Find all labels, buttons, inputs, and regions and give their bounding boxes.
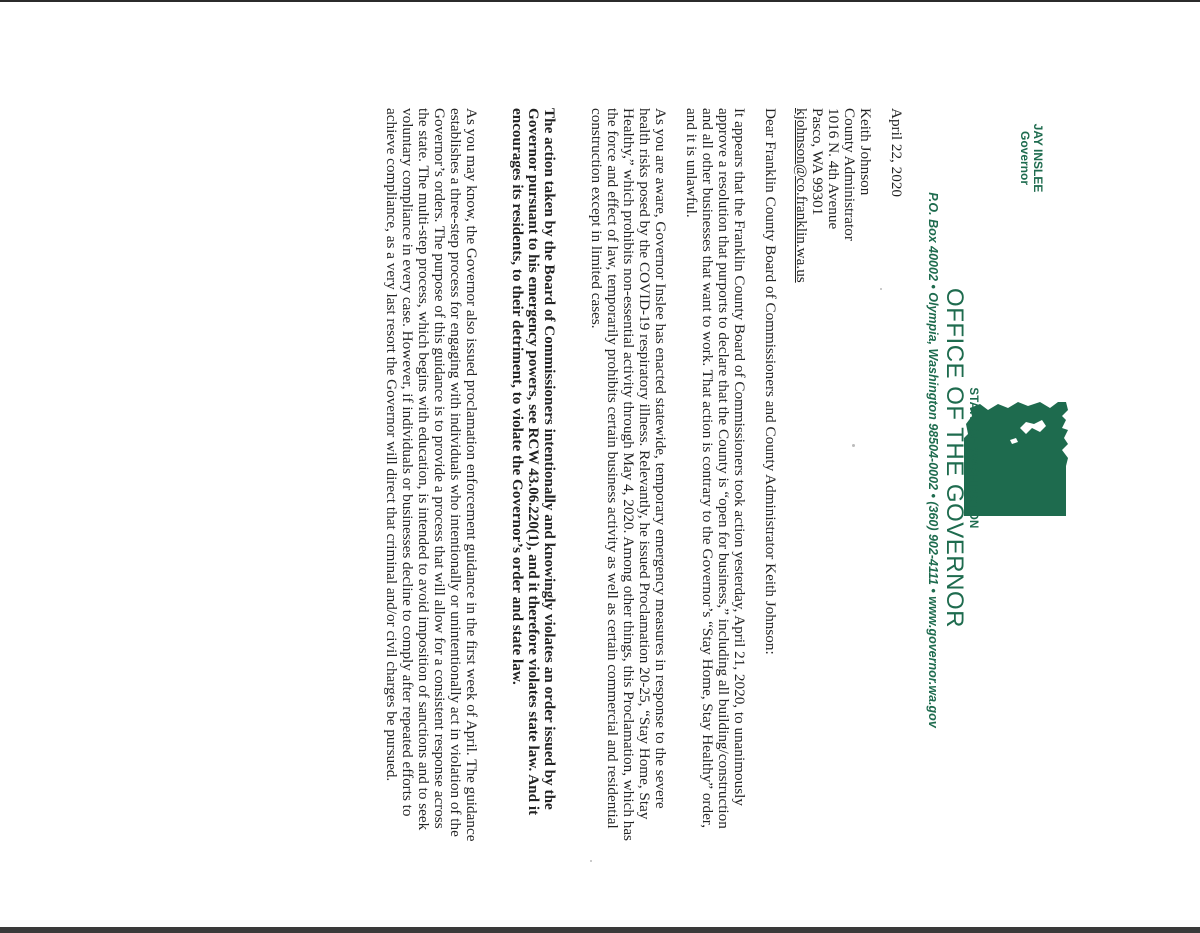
paragraph-2: As you are aware, Governor Inslee has enacted statewide, temporary emergency measures in response to the severe health risks posed by the COVID-19 respiratory illness. Relevantly, he issued Proclamation 20-25, “Stay Home, Stay Healthy,” which prohibits non-essential activity through May 4, 2020. Among other things, this Proclamation, which has the force and effect of law, temporarily prohibits certain business activity as well as certain commercial and residential construction except in limited cases. bbox=[588, 108, 669, 841]
salutation: Dear Franklin County Board of Commissioners and County Administrator Keith Johnson: bbox=[762, 108, 779, 655]
recipient-email-link[interactable]: kjohnson@co.franklin.wa.us bbox=[793, 108, 810, 283]
letterhead-address: P.O. Box 40002 • Olympia, Washington 98504-0002 • (360) 902-4111 • www.governor.wa.gov bbox=[926, 192, 940, 728]
governor-name: JAY INSLEE bbox=[1031, 123, 1045, 193]
letter-date: April 22, 2020 bbox=[888, 108, 905, 198]
recipient-street: 1016 N. 4th Avenue bbox=[825, 108, 842, 230]
recipient-name: Keith Johnson bbox=[857, 108, 874, 196]
recipient-address bbox=[793, 108, 873, 283]
recipient-city: Pasco, WA 99301 bbox=[809, 108, 826, 216]
recipient-title: County Administrator bbox=[841, 108, 858, 241]
paragraph-4: As you may know, the Governor also issued proclamation enforcement guidance in the first week of April. The guidance establishes a three-step process for engaging with individuals who intentionally or unintentionally act in violation of the Governor’s orders. The purpose of this guidance is to provide a process that will allow for a consistent response across the state. The multi-step process, which begins with education, is intended to avoid imposition of sanctions and to seek voluntary compliance in every case. However, if individuals or businesses decline to comply after repeated efforts to achieve compliance, as a very last resort the Governor will direct that criminal and/or civil charges be pursued. bbox=[383, 108, 480, 842]
governor-title: Governor bbox=[1018, 130, 1032, 185]
paragraph-1: It appears that the Franklin County Board of Commissioners took action yesterday, April 21, 2020, to unanimously approve a resolution that purports to declare that the County is “open for business,” including all building/construction and all other businesses that want to work. That action is contrary to the Governor’s “Stay Home, Stay Healthy” order, and it is unlawful. bbox=[683, 108, 748, 829]
state-label: STATE OF WASHINGTON bbox=[967, 387, 979, 529]
office-title: OFFICE OF THE GOVERNOR bbox=[941, 288, 968, 628]
paragraph-3-bold: The action taken by the Board of Commissioners intentionally and knowingly violates an order issued by the Governor pursuant to his emergency powers, see RCW 43.06.220(1), and it therefore violates state law. And it encourages its residents, to their detriment, to violate the Governor’s order and state law. bbox=[509, 108, 558, 816]
governor-block bbox=[1018, 88, 1044, 228]
